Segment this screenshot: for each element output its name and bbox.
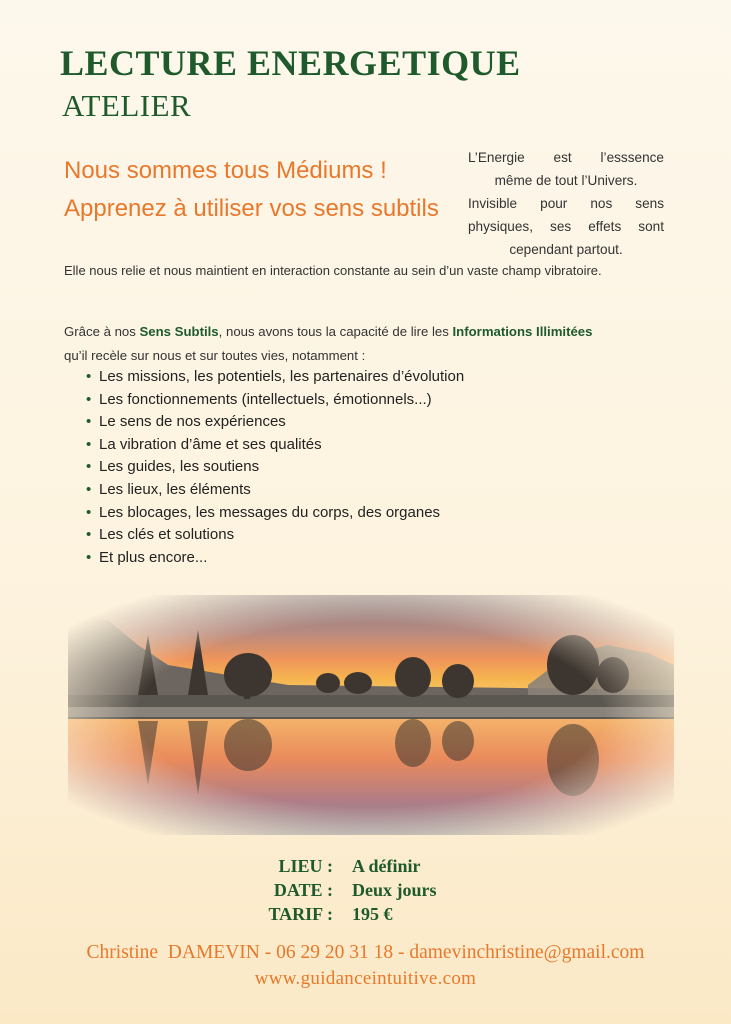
tarif-value: 195 €: [352, 904, 393, 924]
list-item: [86, 366, 464, 389]
grace-text-1: Grâce à nos: [64, 324, 140, 339]
list-item-label: Les blocages, les messages du corps, des organes: [99, 503, 441, 521]
bullet-icon: •: [86, 368, 92, 385]
contact-line: Christine DAMEVIN - 06 29 20 31 18 - damevinchristine@gmail.com: [86, 942, 645, 963]
list-item: [86, 547, 464, 570]
bullet-icon: •: [86, 526, 92, 544]
informations-illimitees-highlight: Informations Illimitées: [452, 324, 593, 339]
list-item-label: Et plus encore...: [99, 548, 208, 566]
lieu-label: LIEU :: [278, 856, 333, 876]
list-item-label: Les guides, les soutiens: [99, 458, 260, 476]
lieu-row: [0, 856, 731, 880]
grace-text-2: , nous avons tous la capacité de lire les: [218, 324, 453, 339]
sens-subtils-line-1: [64, 320, 674, 344]
lieu-value: A définir: [352, 856, 421, 876]
date-row: [0, 880, 731, 904]
bullet-icon: •: [86, 435, 92, 453]
list-item: [86, 479, 464, 502]
list-item: [86, 502, 464, 525]
tagline: [64, 152, 439, 228]
page-title: LECTURE ENERGETIQUE: [60, 43, 521, 83]
tarif-row: [0, 904, 731, 928]
sens-subtils-highlight: Sens Subtils: [139, 324, 219, 339]
sens-subtils-line-2: qu’il recèle sur nous et sur toutes vies, notamment :: [64, 348, 366, 363]
bullet-icon: •: [86, 390, 92, 408]
intro-paragraph: [468, 146, 664, 261]
list-item: [86, 456, 464, 479]
list-item-label: Les missions, les potentiels, les partenaires d’évolution: [99, 368, 465, 385]
date-label: DATE :: [273, 880, 333, 900]
tagline-line-1: Nous sommes tous Médiums !: [64, 157, 387, 184]
page-subtitle: ATELIER: [62, 88, 192, 123]
intro-line-1: L’Energie est l’esssence: [468, 150, 664, 165]
tagline-line-2: Apprenez à utiliser vos sens subtils: [64, 195, 439, 222]
tarif-label: TARIF :: [268, 904, 333, 924]
sunset-lake-photo: [68, 595, 674, 835]
bullet-icon: •: [86, 503, 92, 521]
vibration-paragraph: Elle nous relie et nous maintient en interaction constante au sein d’un vaste champ vibratoire.: [64, 263, 602, 278]
date-value: Deux jours: [352, 880, 437, 900]
list-item: [86, 434, 464, 457]
bullet-icon: •: [86, 413, 92, 431]
intro-line-2: même de tout l’Univers.: [494, 173, 638, 188]
list-item: [86, 524, 464, 547]
website-link[interactable]: www.guidanceintuitive.com: [254, 968, 477, 989]
bullet-icon: •: [86, 480, 92, 498]
intro-line-3: Invisible pour nos sens: [468, 196, 664, 211]
sens-subtils-paragraph: [64, 320, 674, 368]
intro-line-5: cependant partout.: [509, 242, 623, 257]
list-item-label: La vibration d’âme et ses qualités: [99, 435, 322, 453]
list-item: [86, 389, 464, 412]
list-item-label: Les clés et solutions: [99, 526, 235, 544]
bullet-icon: •: [86, 458, 92, 476]
features-list: [86, 366, 464, 569]
list-item: [86, 411, 464, 434]
list-item-label: Le sens de nos expériences: [99, 413, 286, 431]
intro-line-4: physiques, ses effets sont: [468, 219, 664, 234]
bullet-icon: •: [86, 548, 92, 566]
list-item-label: Les fonctionnements (intellectuels, émotionnels...): [99, 390, 432, 408]
list-item-label: Les lieux, les éléments: [99, 480, 251, 498]
